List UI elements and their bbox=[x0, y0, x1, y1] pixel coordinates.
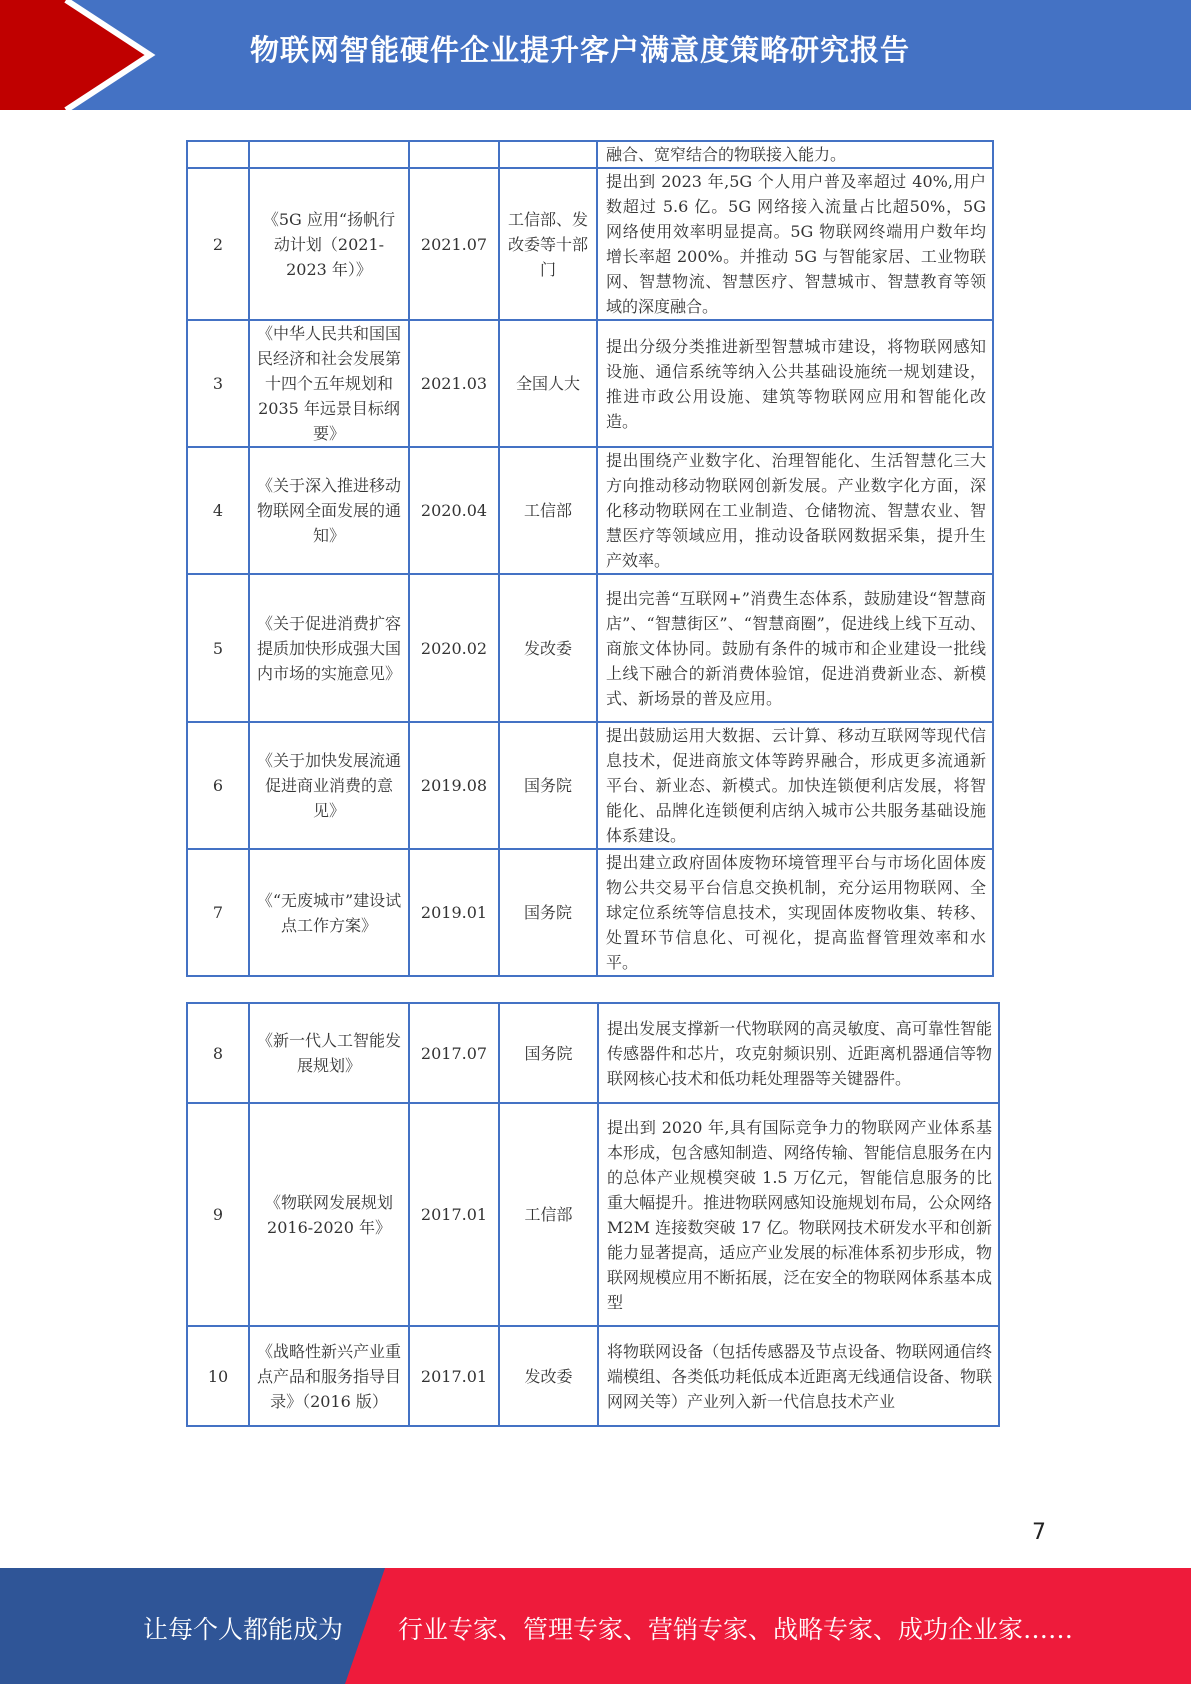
cell-no: 5 bbox=[187, 574, 249, 722]
cell-dept: 发改委 bbox=[499, 1326, 598, 1426]
cell-dept: 国务院 bbox=[499, 722, 597, 849]
cell-name: 《中华人民共和国国民经济和社会发展第十四个五年规划和 2035 年远景目标纲要》 bbox=[249, 320, 409, 447]
cell-desc: 提出分级分类推进新型智慧城市建设，将物联网感知设施、通信系统等纳入公共基础设施统一规划建设，推进市政公用设施、建筑等物联网应用和智能化改造。 bbox=[597, 320, 993, 447]
cell-no: 2 bbox=[187, 168, 249, 320]
footer-slogan-left: 让每个人都能成为 bbox=[143, 1615, 344, 1644]
cell-no: 9 bbox=[187, 1103, 249, 1326]
cell-dept: 工信部、发改委等十部门 bbox=[499, 168, 597, 320]
cell-date: 2017.01 bbox=[409, 1326, 499, 1426]
table-row bbox=[187, 447, 993, 574]
cell-name: 《新一代人工智能发展规划》 bbox=[249, 1003, 409, 1103]
cell-desc: 提出完善“互联网+”消费生态体系，鼓励建设“智慧商店”、“智慧街区”、“智慧商圈”，促进线上线下互动、商旅文体协同。鼓励有条件的城市和企业建设一批线上线下融合的新消费体验馆，促进消费新业态、新模式、新场景的普及应用。 bbox=[597, 574, 993, 722]
cell-name: 《关于加快发展流通促进商业消费的意见》 bbox=[249, 722, 409, 849]
table-row bbox=[187, 1103, 999, 1326]
cell-dept: 工信部 bbox=[499, 447, 597, 574]
cell-name: 《5G 应用“扬帆行动计划（2021-2023 年）》 bbox=[249, 168, 409, 320]
cell-date: 2020.02 bbox=[409, 574, 499, 722]
policy-table-part-2 bbox=[186, 1002, 1000, 1427]
cell-no bbox=[187, 141, 249, 168]
cell-no: 6 bbox=[187, 722, 249, 849]
cell-date: 2021.03 bbox=[409, 320, 499, 447]
cell-no: 4 bbox=[187, 447, 249, 574]
page-header bbox=[0, 0, 1191, 110]
cell-date: 2019.08 bbox=[409, 722, 499, 849]
cell-date bbox=[409, 141, 499, 168]
cell-date: 2021.07 bbox=[409, 168, 499, 320]
policy-table-part-1 bbox=[186, 140, 994, 977]
cell-dept: 全国人大 bbox=[499, 320, 597, 447]
table-row-continuation bbox=[187, 141, 993, 168]
page-number: 7 bbox=[1032, 1520, 1046, 1545]
page-footer bbox=[0, 1568, 1191, 1684]
table-row bbox=[187, 320, 993, 447]
cell-name bbox=[249, 141, 409, 168]
cell-desc: 提出建立政府固体废物环境管理平台与市场化固体废物公共交易平台信息交换机制，充分运用物联网、全球定位系统等信息技术，实现固体废物收集、转移、处置环节信息化、可视化，提高监督管理效率和水平。 bbox=[597, 849, 993, 976]
cell-name: 《关于深入推进移动物联网全面发展的通知》 bbox=[249, 447, 409, 574]
cell-no: 10 bbox=[187, 1326, 249, 1426]
cell-name: 《“无废城市”建设试点工作方案》 bbox=[249, 849, 409, 976]
cell-desc: 提出围绕产业数字化、治理智能化、生活智慧化三大方向推动移动物联网创新发展。产业数字化方面，深化移动物联网在工业制造、仓储物流、智慧农业、智慧医疗等领域应用，推动设备联网数据采集，提升生产效率。 bbox=[597, 447, 993, 574]
cell-no: 3 bbox=[187, 320, 249, 447]
footer-slogan-right: 行业专家、管理专家、营销专家、战略专家、成功企业家…… bbox=[398, 1615, 1074, 1644]
cell-date: 2017.07 bbox=[409, 1003, 499, 1103]
cell-dept: 发改委 bbox=[499, 574, 597, 722]
cell-dept: 国务院 bbox=[499, 1003, 598, 1103]
cell-name: 《关于促进消费扩容提质加快形成强大国内市场的实施意见》 bbox=[249, 574, 409, 722]
table-row bbox=[187, 1326, 999, 1426]
cell-date: 2019.01 bbox=[409, 849, 499, 976]
report-title: 物联网智能硬件企业提升客户满意度策略研究报告 bbox=[250, 33, 911, 67]
table-row bbox=[187, 722, 993, 849]
cell-dept: 工信部 bbox=[499, 1103, 598, 1326]
cell-no: 7 bbox=[187, 849, 249, 976]
table-row bbox=[187, 849, 993, 976]
table-row bbox=[187, 574, 993, 722]
cell-no: 8 bbox=[187, 1003, 249, 1103]
cell-desc: 提出到 2020 年,具有国际竞争力的物联网产业体系基本形成，包含感知制造、网络传输、智能信息服务在内的总体产业规模突破 1.5 万亿元，智能信息服务的比重大幅提升。推进物联网感知设施规划布局，公众网络 M2M 连接数突破 17 亿。物联网技术研发水平和创新能力显著提高，适应产业发展的标准体系初步形成，物联网规模应用不断拓展，泛在安全的物联网体系基本成型 bbox=[598, 1103, 999, 1326]
cell-name: 《物联网发展规划 2016-2020 年》 bbox=[249, 1103, 409, 1326]
table-row bbox=[187, 1003, 999, 1103]
cell-desc: 提出到 2023 年,5G 个人用户普及率超过 40%,用户数超过 5.6 亿。5G 网络接入流量占比超50%，5G 网络使用效率明显提高。5G 物联网终端用户数年均增长率超 200%。并推动 5G 与智能家居、工业物联网、智慧物流、智慧医疗、智慧城市、智慧教育等领域的深度融合。 bbox=[597, 168, 993, 320]
cell-name: 《战略性新兴产业重点产品和服务指导目录》（2016 版） bbox=[249, 1326, 409, 1426]
cell-desc: 提出发展支撑新一代物联网的高灵敏度、高可靠性智能传感器件和芯片，攻克射频识别、近距离机器通信等物联网核心技术和低功耗处理器等关键器件。 bbox=[598, 1003, 999, 1103]
cell-desc: 融合、宽窄结合的物联接入能力。 bbox=[597, 141, 993, 168]
cell-dept: 国务院 bbox=[499, 849, 597, 976]
cell-desc: 提出鼓励运用大数据、云计算、移动互联网等现代信息技术，促进商旅文体等跨界融合，形成更多流通新平台、新业态、新模式。加快连锁便利店发展，将智能化、品牌化连锁便利店纳入城市公共服务基础设施体系建设。 bbox=[597, 722, 993, 849]
cell-desc: 将物联网设备（包括传感器及节点设备、物联网通信终端模组、各类低功耗低成本近距离无线通信设备、物联网网关等）产业列入新一代信息技术产业 bbox=[598, 1326, 999, 1426]
cell-date: 2017.01 bbox=[409, 1103, 499, 1326]
cell-date: 2020.04 bbox=[409, 447, 499, 574]
table-row bbox=[187, 168, 993, 320]
cell-dept bbox=[499, 141, 597, 168]
